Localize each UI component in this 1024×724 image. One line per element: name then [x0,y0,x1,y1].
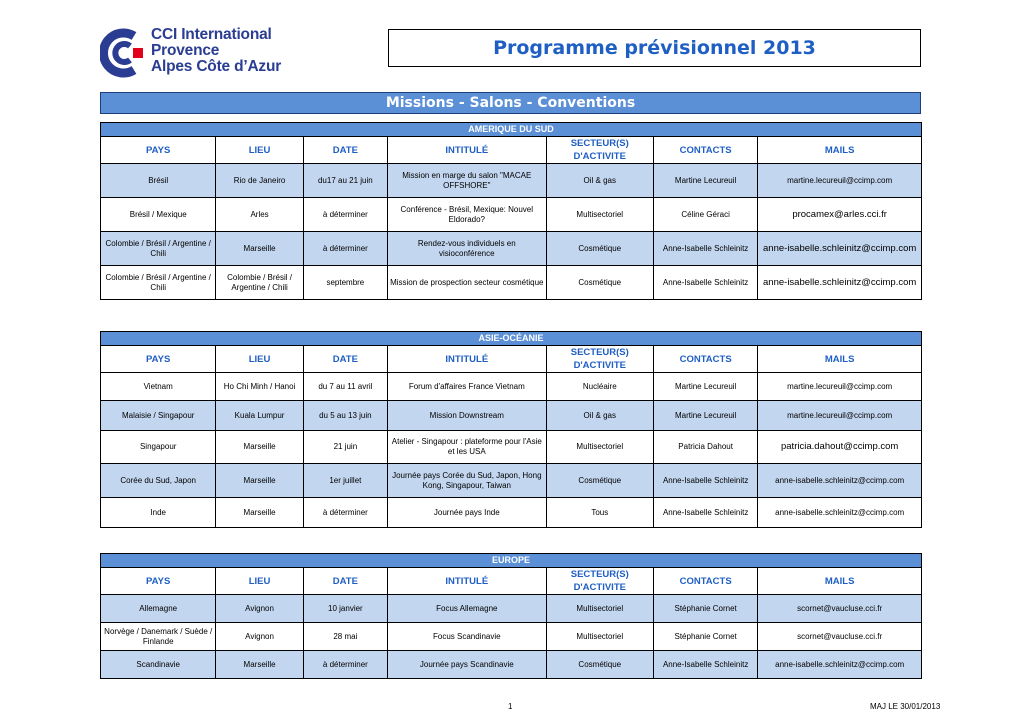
cell-contact: Patricia Dahout [653,431,757,464]
cell-date: à déterminer [303,651,387,679]
cell-pays: Scandinavie [101,651,216,679]
header-secteur [546,137,653,164]
header-intitule: INTITULÉ [388,346,547,373]
cell-lieu: Colombie / Brésil / Argentine / Chili [216,266,303,300]
cell-contact: Anne-Isabelle Schleinitz [653,651,757,679]
header-secteur-line-2: D'ACTIVITE [573,360,626,371]
header-secteur-line-2: D'ACTIVITE [573,582,626,593]
cell-contact: Céline Géraci [653,198,757,232]
header-date: DATE [303,568,387,595]
header-date: DATE [303,137,387,164]
cell-mail[interactable]: scornet@vaucluse.cci.fr [758,595,922,623]
cell-contact: Martine Lecureuil [653,164,757,198]
header-mails: MAILS [758,346,922,373]
table-row [101,266,922,300]
cell-intitule: Journée pays Scandinavie [388,651,547,679]
header-lieu: LIEU [216,568,303,595]
cell-lieu: Kuala Lumpur [216,401,303,431]
cell-pays: Inde [101,498,216,528]
cell-mail[interactable]: anne-isabelle.schleinitz@ccimp.com [758,464,922,498]
update-date: MAJ LE 30/01/2013 [870,702,941,711]
table-row [101,623,922,651]
cell-date: 28 mai [303,623,387,651]
header-pays: PAYS [101,568,216,595]
header-intitule: INTITULÉ [388,568,547,595]
cell-secteur: Nucléaire [546,373,653,401]
header-mails: MAILS [758,137,922,164]
table-row [101,431,922,464]
cell-intitule: Journée pays Inde [388,498,547,528]
cell-lieu: Avignon [216,595,303,623]
cell-lieu: Avignon [216,623,303,651]
cell-intitule: Rendez-vous individuels en visioconférence [388,232,547,266]
cell-pays: Brésil [101,164,216,198]
table-row [101,232,922,266]
region-table-amerique-du-sud [100,122,922,300]
logo-line-3: Alpes Côte d’Azur [151,58,282,75]
cell-contact: Stéphanie Cornet [653,595,757,623]
table-row [101,595,922,623]
cell-date: 1er juillet [303,464,387,498]
cell-intitule: Forum d'affaires France Vietnam [388,373,547,401]
cell-intitule: Mission de prospection secteur cosmétique [388,266,547,300]
cell-contact: Anne-Isabelle Schleinitz [653,266,757,300]
header-date: DATE [303,346,387,373]
table-row [101,373,922,401]
cell-secteur: Multisectoriel [546,198,653,232]
cell-intitule: Mission en marge du salon "MACAE OFFSHORE" [388,164,547,198]
logo-line-1: CCI International [151,26,272,43]
cell-lieu: Ho Chi Minh / Hanoi [216,373,303,401]
cell-date: à déterminer [303,498,387,528]
cci-logo [100,27,300,81]
cell-date: 10 janvier [303,595,387,623]
cell-intitule: Conférence - Brésil, Mexique: Nouvel Eldorado? [388,198,547,232]
logo-line-2: Provence [151,42,220,59]
cell-contact: Anne-Isabelle Schleinitz [653,232,757,266]
cell-date: du 7 au 11 avril [303,373,387,401]
header-contacts: CONTACTS [653,346,757,373]
section-title: Missions - Salons - Conventions [385,95,636,111]
page-number: 1 [508,702,513,711]
header-intitule: INTITULÉ [388,137,547,164]
cell-mail[interactable]: anne-isabelle.schleinitz@ccimp.com [758,651,922,679]
cell-intitule: Journée pays Corée du Sud, Japon, Hong Kong, Singapour, Taiwan [388,464,547,498]
header-lieu: LIEU [216,137,303,164]
cell-lieu: Marseille [216,464,303,498]
cell-secteur: Oil & gas [546,401,653,431]
cell-secteur: Multisectoriel [546,595,653,623]
cell-pays: Allemagne [101,595,216,623]
header-pays: PAYS [101,346,216,373]
cell-pays: Colombie / Brésil / Argentine / Chili [101,232,216,266]
cell-intitule: Atelier - Singapour : plateforme pour l'Asie et les USA [388,431,547,464]
cci-logo-mark-icon [100,27,146,79]
cell-mail[interactable]: martine.lecureuil@ccimp.com [758,373,922,401]
cell-lieu: Marseille [216,651,303,679]
header-secteur [546,568,653,595]
cell-pays: Malaisie / Singapour [101,401,216,431]
region-title: EUROPE [101,554,922,568]
cell-date: à déterminer [303,232,387,266]
cell-intitule: Focus Scandinavie [388,623,547,651]
cell-lieu: Arles [216,198,303,232]
cell-date: du 5 au 13 juin [303,401,387,431]
header-contacts: CONTACTS [653,137,757,164]
cell-intitule: Mission Downstream [388,401,547,431]
region-table-europe [100,553,922,679]
cell-lieu: Rio de Janeiro [216,164,303,198]
cell-lieu: Marseille [216,232,303,266]
table-row [101,651,922,679]
cell-secteur: Tous [546,498,653,528]
cell-lieu: Marseille [216,498,303,528]
cell-mail[interactable]: procamex@arles.cci.fr [758,198,922,232]
cell-pays: Singapour [101,431,216,464]
cell-mail[interactable]: martine.lecureuil@ccimp.com [758,401,922,431]
cell-mail[interactable]: martine.lecureuil@ccimp.com [758,164,922,198]
cell-date: septembre [303,266,387,300]
page-title-box [388,29,921,67]
table-row [101,198,922,232]
region-title: AMERIQUE DU SUD [101,123,922,137]
cell-contact: Martine Lecureuil [653,373,757,401]
cell-secteur: Cosmétique [546,266,653,300]
cell-pays: Brésil / Mexique [101,198,216,232]
header-mails: MAILS [758,568,922,595]
cell-mail[interactable]: anne-isabelle.schleinitz@ccimp.com [758,498,922,528]
header-contacts: CONTACTS [653,568,757,595]
section-bar [100,92,921,114]
cell-secteur: Cosmétique [546,232,653,266]
cell-contact: Anne-Isabelle Schleinitz [653,498,757,528]
cell-date: 21 juin [303,431,387,464]
table-row [101,498,922,528]
cell-pays: Vietnam [101,373,216,401]
header-secteur-line-2: D'ACTIVITE [573,151,626,162]
table-row [101,464,922,498]
cell-secteur: Cosmétique [546,464,653,498]
cell-secteur: Multisectoriel [546,431,653,464]
cell-secteur: Oil & gas [546,164,653,198]
cell-pays: Colombie / Brésil / Argentine / Chili [101,266,216,300]
cell-mail[interactable]: anne-isabelle.schleinitz@ccimp.com [758,232,922,266]
page-title: Programme prévisionnel 2013 [493,37,816,59]
header-secteur-line-1: SECTEUR(S) [570,347,629,358]
cell-date: à déterminer [303,198,387,232]
region-title: ASIE-OCÉANIE [101,332,922,346]
header-pays: PAYS [101,137,216,164]
cell-contact: Stéphanie Cornet [653,623,757,651]
cell-intitule: Focus Allemagne [388,595,547,623]
cell-contact: Anne-Isabelle Schleinitz [653,464,757,498]
region-table-asie-oceanie [100,331,922,528]
header-secteur [546,346,653,373]
header-lieu: LIEU [216,346,303,373]
cell-secteur: Cosmétique [546,651,653,679]
cell-date: du17 au 21 juin [303,164,387,198]
cell-lieu: Marseille [216,431,303,464]
header-secteur-line-1: SECTEUR(S) [570,138,629,149]
cell-pays: Norvège / Danemark / Suède / Finlande [101,623,216,651]
cell-mail[interactable]: patricia.dahout@ccimp.com [758,431,922,464]
cell-contact: Martine Lecureuil [653,401,757,431]
header-secteur-line-1: SECTEUR(S) [570,569,629,580]
cell-secteur: Multisectoriel [546,623,653,651]
cell-pays: Corée du Sud, Japon [101,464,216,498]
table-row [101,401,922,431]
cell-mail[interactable]: scornet@vaucluse.cci.fr [758,623,922,651]
cell-mail[interactable]: anne-isabelle.schleinitz@ccimp.com [758,266,922,300]
table-row [101,164,922,198]
